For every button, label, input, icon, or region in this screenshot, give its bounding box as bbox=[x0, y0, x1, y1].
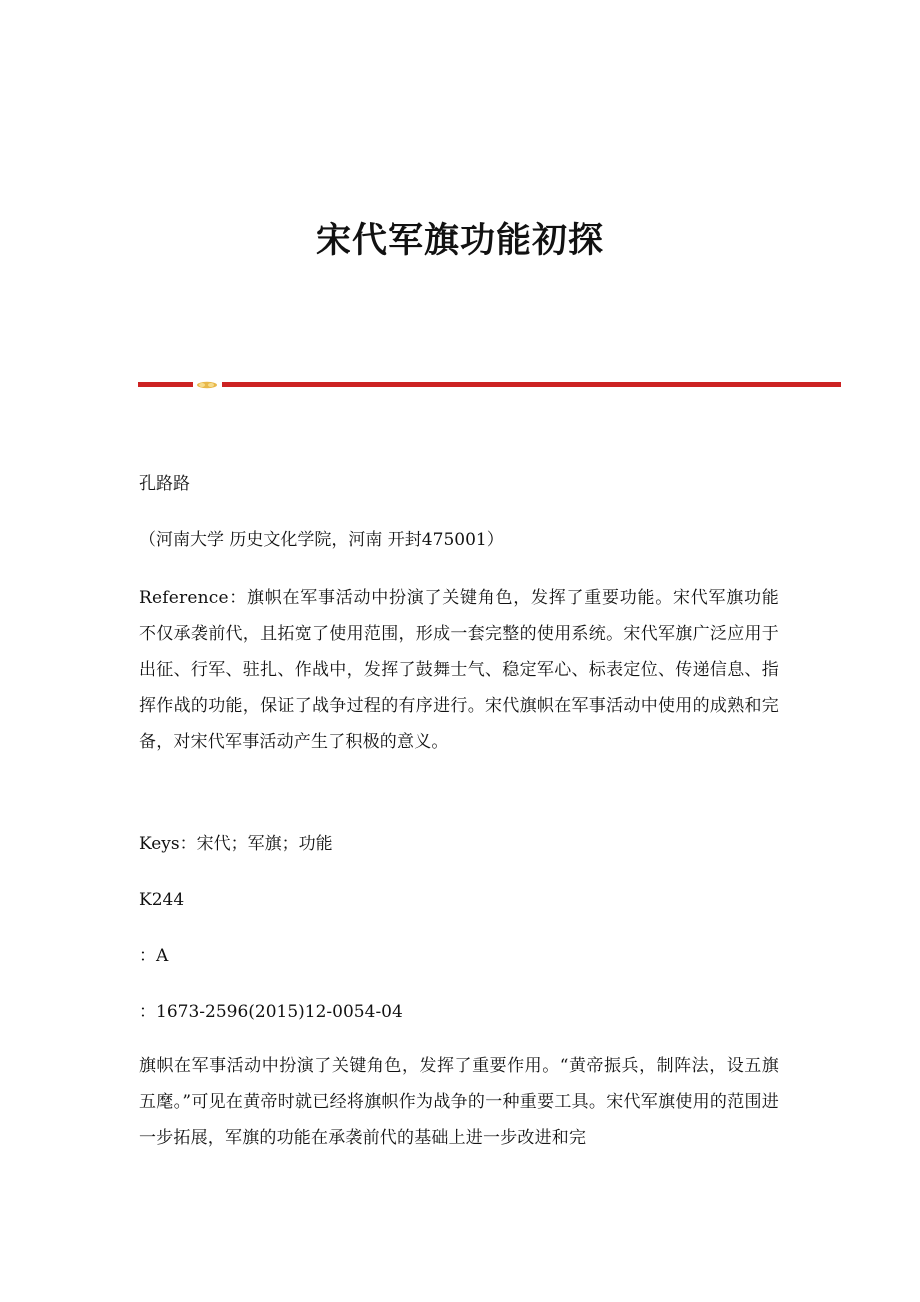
abstract-label: Reference： bbox=[139, 588, 248, 608]
keywords bbox=[139, 833, 779, 855]
keywords-label: Keys： bbox=[139, 834, 197, 854]
affiliation: （河南大学 历史文化学院，河南 开封475001） bbox=[139, 530, 504, 550]
divider-bar-left bbox=[138, 382, 193, 387]
author: 孔路路 bbox=[139, 474, 190, 494]
body-paragraph: 旗帜在军事活动中扮演了关键角色，发挥了重要作用。“黄帝振兵，制阵法，设五旗五麾。”可见在黄帝时就已经将旗帜作为战争的一种重要工具。宋代军旗使用的范围进一步拓展，军旗的功能在承袭前代的基础上进一步改进和完 bbox=[139, 1056, 779, 1148]
abstract-text: 旗帜在军事活动中扮演了关键角色，发挥了重要功能。宋代军旗功能不仅承袭前代，且拓宽了使用范围，形成一套完整的使用系统。宋代军旗广泛应用于出征、行军、驻扎、作战中，发挥了鼓舞士气、稳定军心、标表定位、传递信息、指挥作战的功能，保证了战争过程的有序进行。宋代旗帜在军事活动中使用的成熟和完备，对宋代军事活动产生了积极的意义。 bbox=[139, 588, 779, 752]
title-divider bbox=[138, 380, 841, 390]
ornament-icon bbox=[196, 381, 218, 389]
classification-number: K244 bbox=[139, 890, 185, 910]
page-title: 宋代军旗功能初探 bbox=[315, 220, 604, 261]
document-code: ：A bbox=[139, 946, 169, 966]
divider-bar-right bbox=[222, 382, 841, 387]
article-id: ：1673-2596(2015)12-0054-04 bbox=[139, 1002, 403, 1022]
keywords-text: 宋代；军旗；功能 bbox=[196, 834, 333, 854]
abstract bbox=[139, 580, 779, 760]
